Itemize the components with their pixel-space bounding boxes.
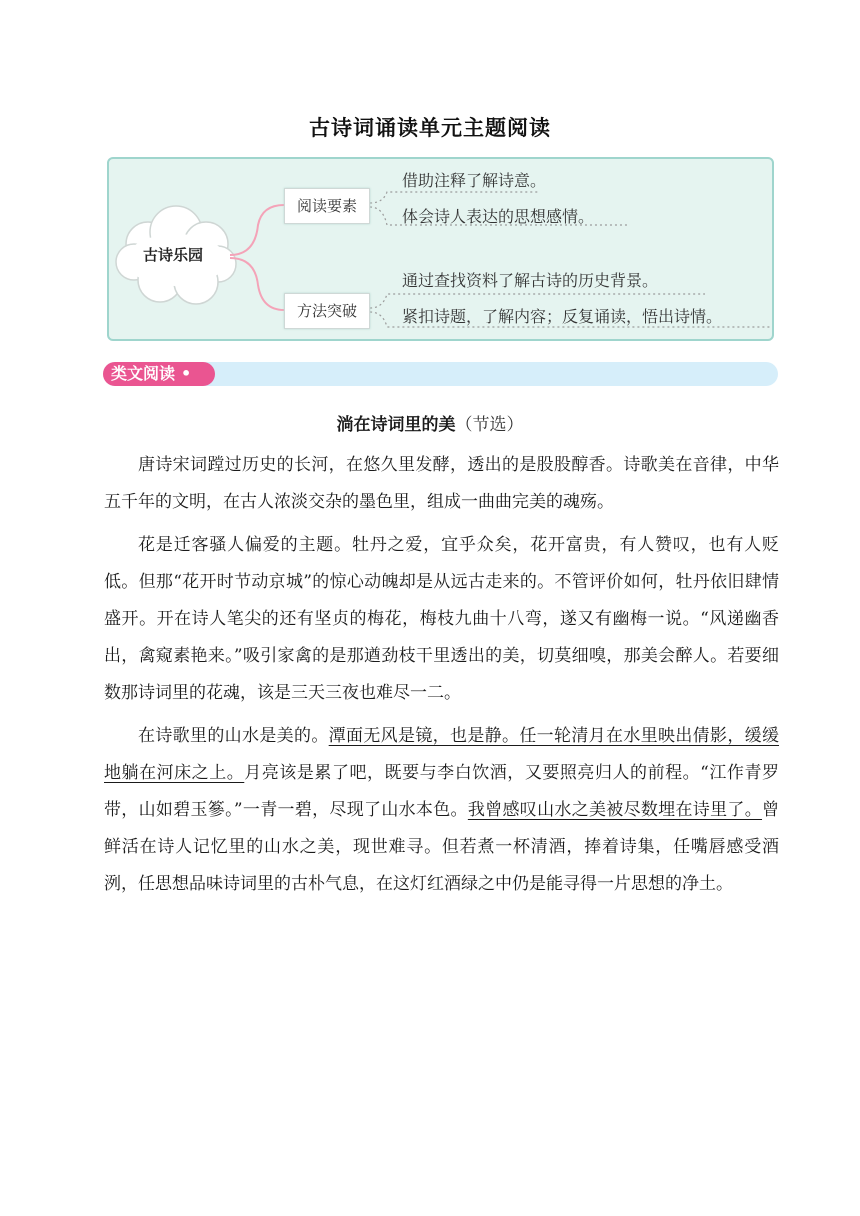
page-title: 古诗词诵读单元主题阅读 <box>309 116 551 140</box>
branch-reading-elements: 阅读要素 <box>284 188 370 224</box>
leaf-item: 紧扣诗题，了解内容；反复诵读，悟出诗情。 <box>402 307 723 326</box>
leaf-item: 体会诗人表达的思想感情。 <box>402 207 595 226</box>
paragraph-text: 曾鲜活在诗人记忆里的山水之美，现世难寻。但若煮一杯清酒，捧着诗集，任嘴唇感受酒洌，任思想品味诗词里的古朴气息，在这灯红酒绿之中仍是能寻得一片思想的净土。 <box>104 800 780 894</box>
paragraph-text: 在诗歌里的山水是美的。 <box>138 726 329 746</box>
article-paragraph <box>104 718 779 903</box>
leaf-item: 通过查找资料了解古诗的历史背景。 <box>402 271 659 290</box>
article-body <box>104 447 779 909</box>
underlined-text: 我曾感叹山水之美被尽数埋在诗里了。 <box>467 800 763 820</box>
connector-branch-2 <box>230 258 284 310</box>
article-paragraph <box>104 527 779 712</box>
branch-method-breakthrough: 方法突破 <box>284 293 370 329</box>
article-title-note: （节选） <box>455 415 524 435</box>
article-title <box>0 410 860 435</box>
article-title-text: 淌在诗词里的美 <box>336 415 456 435</box>
section-tag <box>103 362 215 386</box>
paragraph-text: 唐诗宋词蹚过历史的长河，在悠久里发酵，透出的是股股醇香。诗歌美在音律，中华五千年的文明，在古人浓淡交杂的墨色里，组成一曲曲完美的魂殇。 <box>104 455 779 512</box>
mindmap-root: 古诗乐园 <box>142 246 203 264</box>
article-paragraph <box>104 447 779 521</box>
paragraph-text: 花是迁客骚人偏爱的主题。牡丹之爱，宜乎众矣，花开富贵，有人赞叹，也有人贬低。但那“花开时节动京城”的惊心动魄却是从远古走来的。不管评价如何，牡丹依旧肆情盛开。开在诗人笔尖的还有坚贞的梅花，梅枝九曲十八弯，遂又有幽梅一说。“风递幽香出，禽窥素艳来。”吸引家禽的是那遒劲枝干里透出的美，切莫细嗅，那美会醉人。若要细数那诗词里的花魂，该是三天三夜也难尽一二。 <box>104 535 779 703</box>
leaf-item: 借助注释了解诗意。 <box>402 171 547 190</box>
paragraph-text: 月亮该是累了吧，既要与李白饮酒，又要照亮归人的前程。“江作青罗带，山如碧玉篸。”一青一碧，尽现了山水本色。 <box>104 763 779 820</box>
underlined-text: 潭面无风是镜，也是静。任一轮清月在水里映出倩影，缓缓地躺在河床之上。 <box>104 726 780 783</box>
section-dot: • <box>181 364 192 383</box>
leaf-connector-1 <box>370 192 540 203</box>
connector-branch-1 <box>230 205 284 255</box>
section-label: 类文阅读 <box>111 364 176 383</box>
